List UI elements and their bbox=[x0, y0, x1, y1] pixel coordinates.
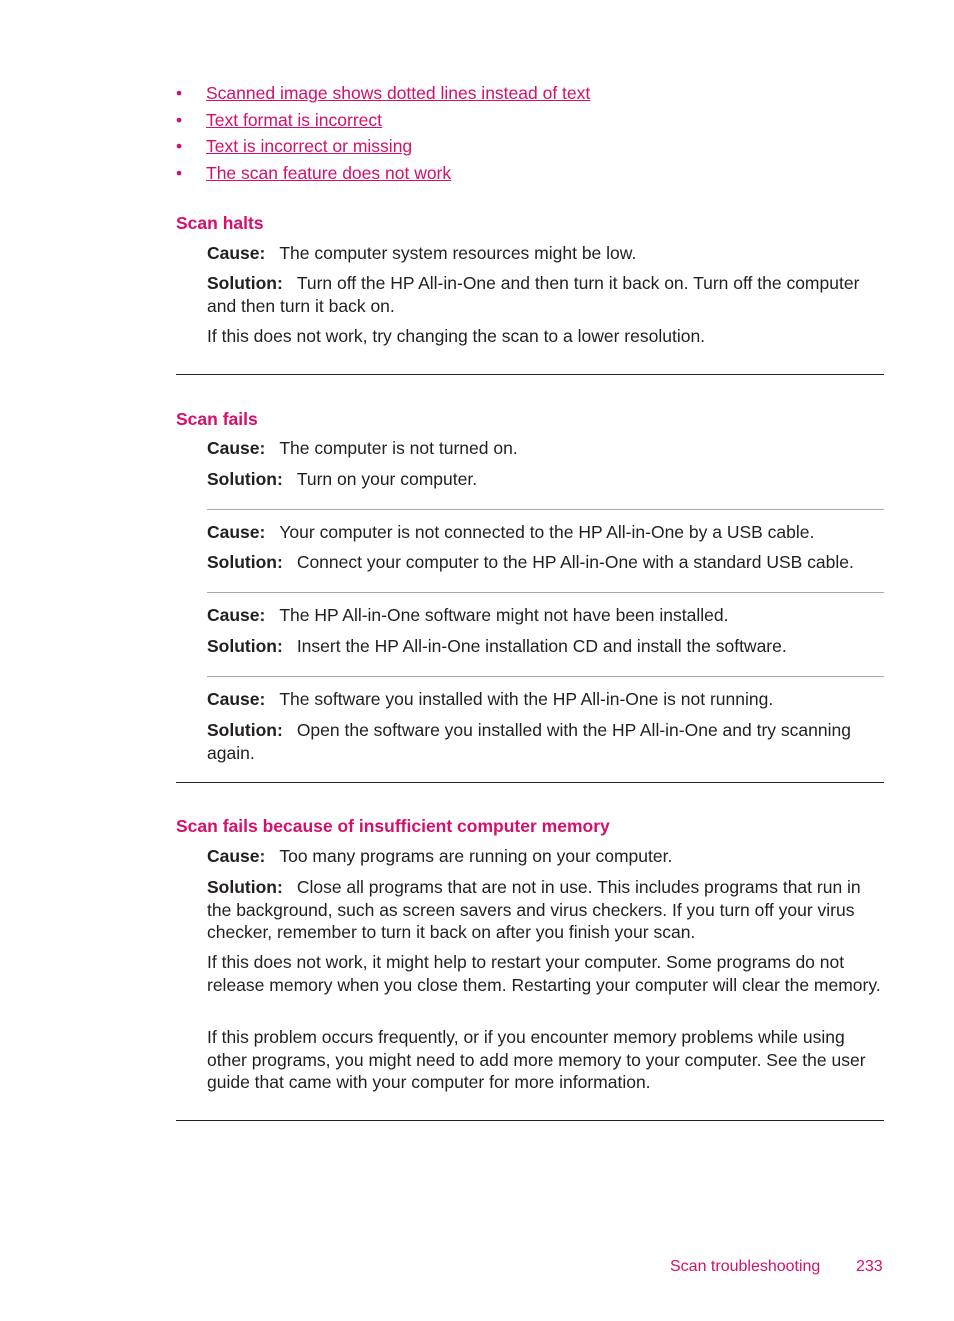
note-paragraph: If this does not work, it might help to restart your computer. Some programs do not release memory when you close them. Restarting your computer will clear the memory. bbox=[207, 952, 881, 995]
bullet: • bbox=[176, 83, 183, 103]
list-item bbox=[176, 160, 590, 187]
item-divider bbox=[207, 676, 884, 677]
solution-text: Turn off the HP All-in-One and then turn it back on. Turn off the computer and then turn it back on. bbox=[207, 273, 860, 316]
cause-label: Cause: bbox=[207, 438, 266, 458]
cause-paragraph bbox=[207, 845, 885, 868]
solution-paragraph bbox=[207, 719, 885, 764]
cause-text: Too many programs are running on your computer. bbox=[279, 846, 673, 866]
item-divider bbox=[207, 509, 884, 510]
cause-paragraph bbox=[207, 437, 885, 460]
section-divider bbox=[176, 1120, 884, 1121]
cause-label: Cause: bbox=[207, 522, 266, 542]
section-title-scan-fails: Scan fails bbox=[176, 409, 258, 429]
solution-paragraph bbox=[207, 468, 885, 491]
cause-label: Cause: bbox=[207, 605, 266, 625]
cause-paragraph bbox=[207, 242, 885, 265]
solution-label: Solution: bbox=[207, 273, 283, 293]
cause-label: Cause: bbox=[207, 689, 266, 709]
solution-label: Solution: bbox=[207, 877, 283, 897]
footer-section-title: Scan troubleshooting bbox=[670, 1258, 821, 1275]
solution-text: Turn on your computer. bbox=[296, 469, 478, 489]
bullet: • bbox=[176, 109, 183, 130]
section-title-scan-halts: Scan halts bbox=[176, 213, 264, 233]
cause-label: Cause: bbox=[207, 243, 266, 263]
bullet: • bbox=[176, 162, 183, 183]
section-title-memory: Scan fails because of insufficient computer memory bbox=[176, 816, 610, 836]
solution-paragraph bbox=[207, 876, 885, 944]
related-links-list bbox=[176, 80, 590, 186]
solution-text: Open the software you installed with the HP All-in-One and try scanning again. bbox=[207, 720, 851, 763]
cause-paragraph bbox=[207, 521, 885, 544]
link-text-missing[interactable]: Text is incorrect or missing bbox=[206, 136, 413, 156]
solution-text: Connect your computer to the HP All-in-One with a standard USB cable. bbox=[296, 552, 854, 572]
cause-text: The HP All-in-One software might not have been installed. bbox=[279, 605, 729, 625]
bullet: • bbox=[176, 136, 183, 156]
solution-text: Close all programs that are not in use. This includes programs that run in the background, such as screen savers and virus checkers. If you turn off your virus checker, remember to turn it back on after you finish your scan. bbox=[207, 877, 861, 942]
list-item bbox=[176, 133, 590, 160]
solution-label: Solution: bbox=[207, 636, 283, 656]
cause-text: The software you installed with the HP All-in-One is not running. bbox=[279, 689, 774, 709]
link-scan-not-work[interactable]: The scan feature does not work bbox=[206, 162, 452, 183]
list-item bbox=[176, 80, 590, 107]
solution-text: Insert the HP All-in-One installation CD and install the software. bbox=[296, 636, 787, 656]
solution-paragraph bbox=[207, 635, 885, 658]
solution-label: Solution: bbox=[207, 469, 283, 489]
section-divider bbox=[176, 374, 884, 375]
page-number: 233 bbox=[856, 1258, 883, 1275]
note-paragraph: If this problem occurs frequently, or if you encounter memory problems while using other programs, you might need to add more memory to your computer. See the user guide that came with your computer for more information. bbox=[207, 1027, 866, 1092]
link-dotted-lines[interactable]: Scanned image shows dotted lines instead of text bbox=[206, 83, 591, 103]
cause-text: The computer is not turned on. bbox=[279, 438, 518, 458]
cause-text: Your computer is not connected to the HP All-in-One by a USB cable. bbox=[279, 522, 815, 542]
solution-label: Solution: bbox=[207, 552, 283, 572]
solution-label: Solution: bbox=[207, 720, 283, 740]
note-paragraph: If this does not work, try changing the scan to a lower resolution. bbox=[207, 326, 706, 346]
solution-paragraph bbox=[207, 272, 885, 317]
item-divider bbox=[207, 592, 884, 593]
cause-label: Cause: bbox=[207, 846, 266, 866]
list-item bbox=[176, 107, 590, 134]
link-text-format[interactable]: Text format is incorrect bbox=[206, 109, 383, 130]
solution-paragraph bbox=[207, 551, 885, 574]
cause-paragraph bbox=[207, 604, 885, 627]
section-divider bbox=[176, 782, 884, 783]
cause-paragraph bbox=[207, 688, 885, 711]
cause-text: The computer system resources might be low. bbox=[279, 243, 637, 263]
